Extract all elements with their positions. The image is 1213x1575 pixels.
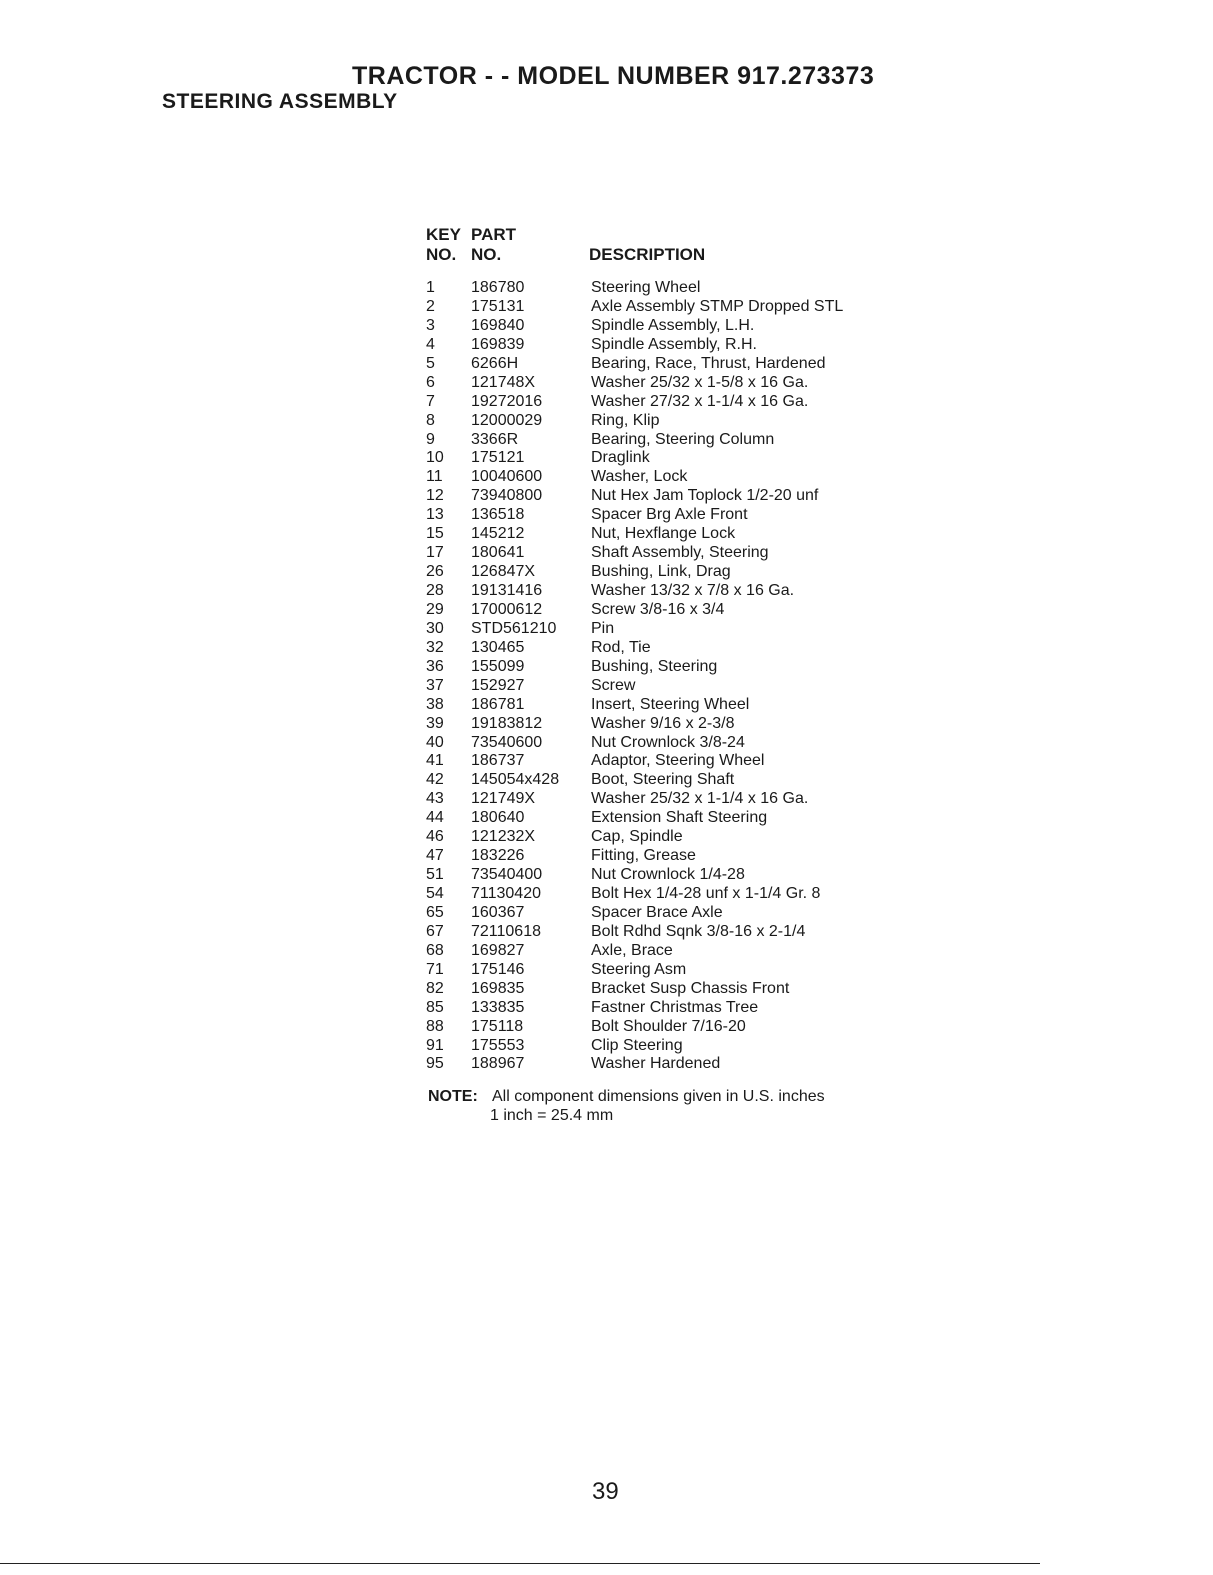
part-no: 169840 (471, 316, 525, 334)
description: Spacer Brace Axle (591, 903, 723, 921)
part-no: 169835 (471, 979, 525, 997)
key-no: 67 (426, 922, 444, 940)
description: Washer 25/32 x 1-5/8 x 16 Ga. (591, 373, 809, 391)
description: Shaft Assembly, Steering (591, 544, 769, 562)
description: Axle, Brace (591, 941, 673, 959)
description: Nut, Hexflange Lock (591, 525, 736, 543)
part-no: 126847X (471, 563, 536, 581)
part-no: 145212 (471, 525, 525, 543)
key-no: 13 (426, 506, 444, 524)
key-no: 71 (426, 960, 444, 978)
table-row (426, 885, 843, 904)
description: Nut Hex Jam Toplock 1/2-20 unf (591, 487, 819, 505)
key-no: 82 (426, 979, 444, 997)
table-row (426, 620, 843, 639)
part-no: 73540400 (471, 866, 543, 884)
description: Fitting, Grease (591, 847, 696, 865)
description: Washer 25/32 x 1-1/4 x 16 Ga. (591, 790, 809, 808)
key-no: 42 (426, 771, 444, 789)
description: Bearing, Race, Thrust, Hardened (591, 354, 826, 372)
description: Spindle Assembly, R.H. (591, 335, 757, 353)
table-row (426, 431, 843, 450)
key-no: 38 (426, 695, 444, 713)
part-no: 121749X (471, 790, 536, 808)
description: Boot, Steering Shaft (591, 771, 735, 789)
part-no: 121232X (471, 828, 536, 846)
table-row (426, 279, 843, 298)
key-no: 44 (426, 809, 444, 827)
part-no: 155099 (471, 657, 525, 675)
part-no: 160367 (471, 903, 525, 921)
table-row (426, 771, 843, 790)
description: Washer, Lock (591, 468, 688, 486)
table-row (426, 601, 843, 620)
key-no: 88 (426, 1017, 444, 1035)
table-row (426, 752, 843, 771)
part-no: STD561210 (471, 619, 557, 637)
part-no: 130465 (471, 638, 525, 656)
page-title: TRACTOR - - MODEL NUMBER 917.273373 (352, 62, 875, 90)
table-row (426, 961, 843, 980)
table-row (426, 525, 843, 544)
description: Washer 27/32 x 1-1/4 x 16 Ga. (591, 392, 809, 410)
description: Bolt Rdhd Sqnk 3/8-16 x 2-1/4 (591, 922, 806, 940)
key-no: 51 (426, 866, 444, 884)
description: Screw 3/8-16 x 3/4 (591, 600, 725, 618)
description: Bracket Susp Chassis Front (591, 979, 790, 997)
description: Extension Shaft Steering (591, 809, 768, 827)
part-no: 175146 (471, 960, 525, 978)
description: Bushing, Link, Drag (591, 563, 731, 581)
description: Steering Wheel (591, 279, 701, 296)
description: Insert, Steering Wheel (591, 695, 750, 713)
table-row (426, 317, 843, 336)
description: Clip Steering (591, 1036, 683, 1054)
part-no: 73540600 (471, 733, 543, 751)
part-no: 183226 (471, 847, 525, 865)
key-no: 15 (426, 525, 444, 543)
key-no: 85 (426, 998, 444, 1016)
table-row (426, 355, 843, 374)
key-no: 32 (426, 638, 444, 656)
key-no: 11 (426, 468, 443, 486)
table-row (426, 866, 843, 885)
table-row (426, 658, 843, 677)
part-no: 186781 (471, 695, 525, 713)
part-no: 175553 (471, 1036, 525, 1054)
description: Pin (591, 619, 615, 637)
col-header-key-top: KEY (426, 225, 461, 244)
part-no: 175118 (471, 1017, 524, 1035)
part-no: 6266H (471, 354, 519, 372)
part-no: 71130420 (471, 885, 541, 902)
part-no: 133835 (471, 998, 525, 1016)
col-header-key-bottom: NO. (426, 245, 457, 264)
table-row (426, 393, 843, 412)
part-no: 180641 (471, 544, 525, 562)
part-no: 19131416 (471, 582, 543, 599)
description: Washer 9/16 x 2-3/8 (591, 714, 735, 732)
key-no: 30 (426, 619, 444, 637)
table-row (426, 374, 843, 393)
key-no: 12 (426, 487, 444, 505)
table-row (426, 999, 843, 1018)
description: Bolt Hex 1/4-28 unf x 1-1/4 Gr. 8 (591, 885, 821, 902)
key-no: 40 (426, 733, 444, 751)
part-no: 17000612 (471, 600, 543, 618)
description: Washer 13/32 x 7/8 x 16 Ga. (591, 582, 795, 599)
description: Nut Crownlock 3/8-24 (591, 733, 745, 751)
key-no: 17 (426, 544, 444, 562)
table-row (426, 847, 843, 866)
table-row (426, 1055, 843, 1074)
key-no: 8 (426, 411, 435, 429)
table-row (426, 980, 843, 999)
table-row (426, 582, 843, 601)
key-no: 95 (426, 1055, 444, 1073)
part-no: 19272016 (471, 392, 543, 410)
table-row (426, 1018, 843, 1037)
key-no: 28 (426, 582, 444, 599)
part-no: 121748X (471, 373, 536, 391)
col-header-description: DESCRIPTION (589, 245, 706, 264)
key-no: 2 (426, 297, 435, 315)
table-row (426, 298, 843, 317)
table-row (426, 696, 843, 715)
table-row (426, 1037, 843, 1056)
part-no: 186780 (471, 279, 525, 296)
description: Axle Assembly STMP Dropped STL (591, 297, 844, 315)
table-row (426, 677, 843, 696)
description: Spindle Assembly, L.H. (591, 316, 755, 334)
part-no: 72110618 (471, 922, 541, 940)
table-row (426, 506, 843, 525)
part-no: 3366R (471, 430, 519, 448)
table-row (426, 923, 843, 942)
part-no: 145054x428 (471, 771, 560, 789)
key-no: 9 (426, 430, 435, 448)
table-row (426, 942, 843, 961)
key-no: 68 (426, 941, 444, 959)
part-no: 12000029 (471, 411, 543, 429)
table-row (426, 449, 843, 468)
part-no: 152927 (471, 676, 525, 694)
key-no: 3 (426, 316, 435, 334)
key-no: 91 (426, 1036, 444, 1054)
table-row (426, 828, 843, 847)
key-no: 54 (426, 885, 444, 902)
key-no: 1 (426, 279, 435, 296)
table-row (426, 563, 843, 582)
note-label: NOTE: (428, 1088, 478, 1105)
description: Fastner Christmas Tree (591, 998, 759, 1016)
description: Ring, Klip (591, 411, 660, 429)
part-no: 19183812 (471, 714, 543, 732)
table-row (426, 336, 843, 355)
description: Bolt Shoulder 7/16-20 (591, 1017, 746, 1035)
page-number: 39 (592, 1478, 619, 1505)
col-header-part-bottom: NO. (471, 245, 502, 264)
table-row (426, 468, 843, 487)
section-title: STEERING ASSEMBLY (162, 90, 398, 113)
part-no: 175131 (471, 297, 525, 315)
part-no: 169839 (471, 335, 525, 353)
part-no: 180640 (471, 809, 525, 827)
table-row (426, 487, 843, 506)
description: Bearing, Steering Column (591, 430, 775, 448)
footer-rule (0, 1563, 1040, 1564)
description: Rod, Tie (591, 638, 651, 656)
key-no: 65 (426, 903, 444, 921)
col-header-part-top: PART (471, 225, 517, 244)
part-no: 169827 (471, 941, 525, 959)
part-no: 73940800 (471, 487, 543, 505)
part-no: 10040600 (471, 468, 543, 486)
description: Nut Crownlock 1/4-28 (591, 866, 745, 884)
description: Washer Hardened (591, 1055, 721, 1073)
key-no: 5 (426, 354, 435, 372)
note-text: All component dimensions given in U.S. inches (492, 1088, 825, 1105)
key-no: 10 (426, 449, 444, 467)
part-no: 186737 (471, 752, 525, 770)
key-no: 26 (426, 563, 444, 581)
key-no: 47 (426, 847, 444, 865)
table-row (426, 544, 843, 563)
table-row (426, 734, 843, 753)
description: Screw (591, 676, 636, 694)
key-no: 37 (426, 676, 444, 694)
key-no: 43 (426, 790, 444, 808)
description: Spacer Brg Axle Front (591, 506, 748, 524)
table-row (426, 412, 843, 431)
part-no: 175121 (471, 449, 525, 467)
key-no: 29 (426, 600, 444, 618)
key-no: 6 (426, 373, 435, 391)
table-row (426, 904, 843, 923)
table-row (426, 809, 843, 828)
table-row (426, 715, 843, 734)
description: Adaptor, Steering Wheel (591, 752, 765, 770)
key-no: 41 (426, 752, 444, 770)
part-no: 188967 (471, 1055, 525, 1073)
part-no: 136518 (471, 506, 525, 524)
description: Draglink (591, 449, 650, 467)
description: Cap, Spindle (591, 828, 683, 846)
key-no: 4 (426, 335, 435, 353)
table-row (426, 639, 843, 658)
key-no: 36 (426, 657, 444, 675)
description: Bushing, Steering (591, 657, 718, 675)
key-no: 46 (426, 828, 444, 846)
note-conversion: 1 inch = 25.4 mm (490, 1107, 614, 1124)
parts-table (426, 279, 843, 1074)
description: Steering Asm (591, 960, 687, 978)
table-row (426, 790, 843, 809)
key-no: 39 (426, 714, 444, 732)
key-no: 7 (426, 392, 435, 410)
